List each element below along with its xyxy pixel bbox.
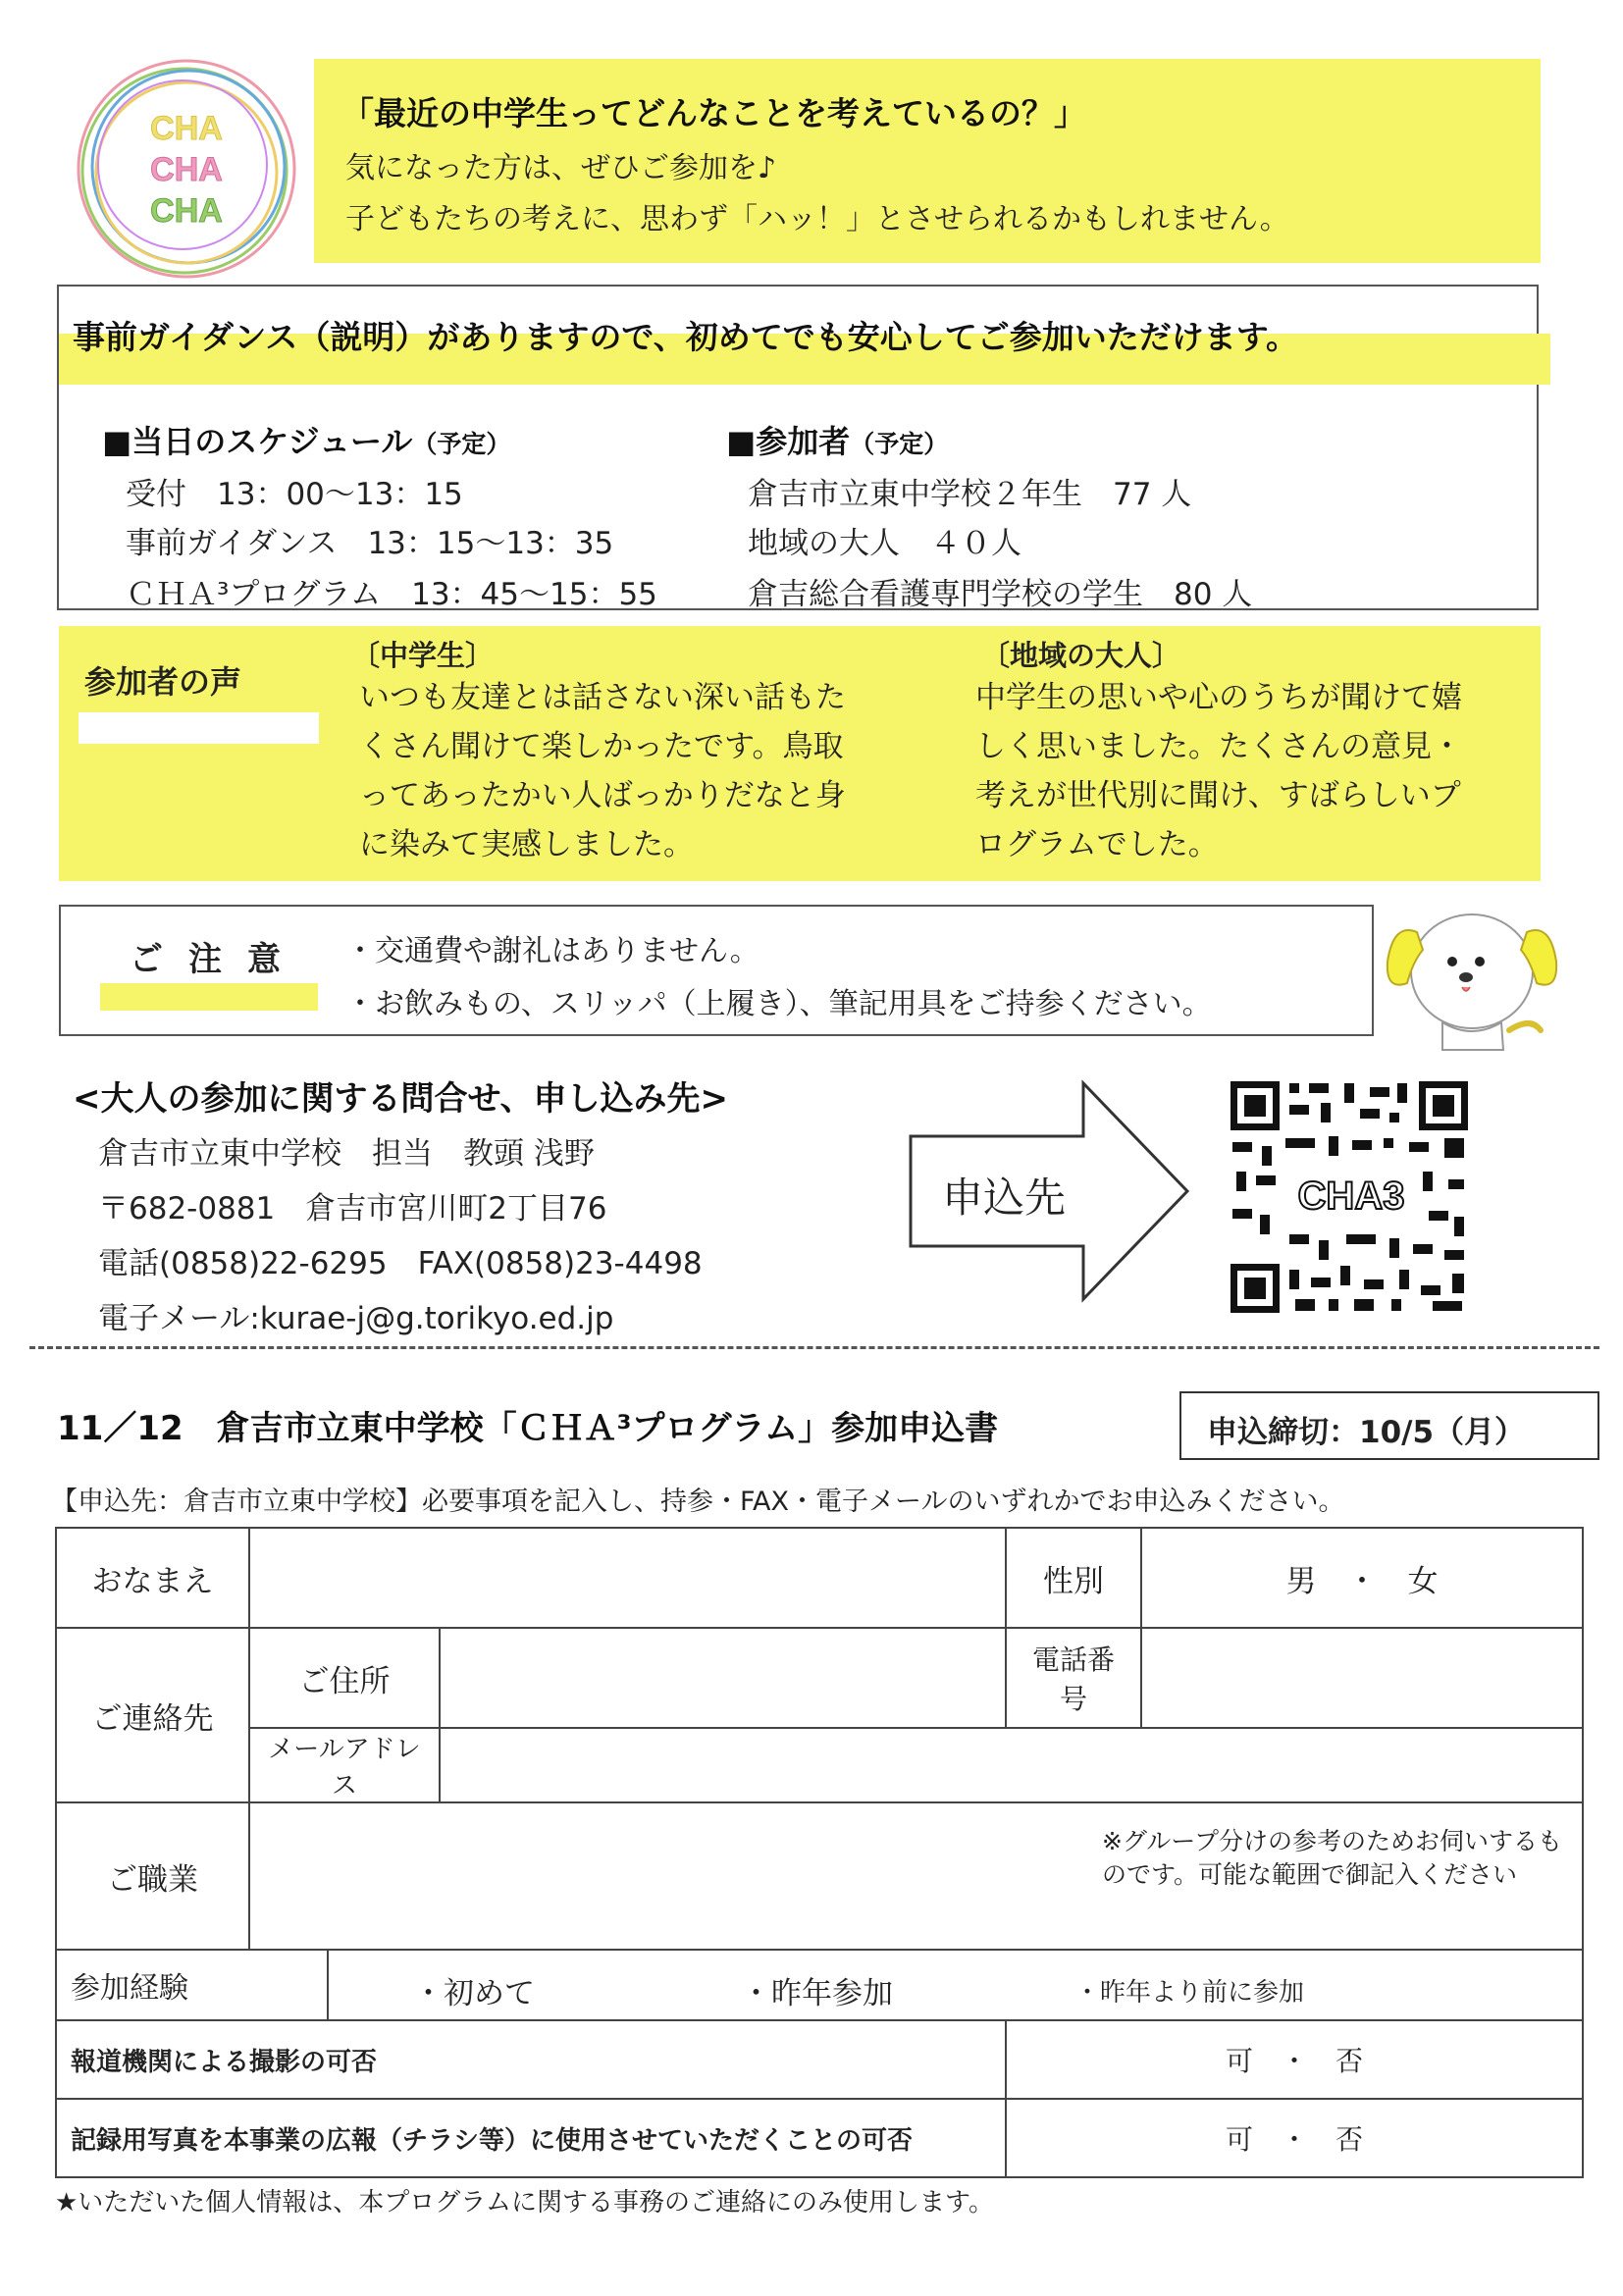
form-instructions: 【申込先：倉吉市立東中学校】必要事項を記入し、持参・FAX・電子メールのいずれかでお申込みください。 xyxy=(51,1487,1345,1517)
intro-line-2: 子どもたちの考えに、思わず「ハッ！」とさせられるかもしれません。 xyxy=(345,202,1289,236)
adult-voice-heading: 〔地域の大人〕 xyxy=(981,639,1181,672)
participants-heading xyxy=(726,417,948,462)
name-label: おなまえ xyxy=(56,1528,249,1628)
adult-voice-text: 中学生の思いや心のうちが聞けて嬉 しく思いました。たくさんの意見・ 考えが世代別に聞け、すばらしいプ ログラムでした。 xyxy=(975,680,1462,862)
exp-option-first[interactable]: ・初めて xyxy=(413,1976,535,2011)
voices-title-underline xyxy=(79,712,319,744)
student-voice-text: いつも友達とは話さない深い話もた くさん聞けて楽しかったです。鳥取 ってあったかい人ばっかりだなと身 に染みて実感しました。 xyxy=(359,680,846,862)
logo-letters-2: CHA xyxy=(150,151,223,188)
contact-phone-fax: 電話(0858)22-6295 FAX(0858)23-4498 xyxy=(98,1246,703,1281)
participants-heading-text: ■参加者 xyxy=(726,423,851,460)
cut-line-divider xyxy=(29,1346,1599,1349)
intro-title: 「最近の中学生ってどんなことを考えているの？」 xyxy=(341,94,1086,132)
logo-letters-1: CHA xyxy=(150,110,223,147)
gender-options[interactable]: 男 ・ 女 xyxy=(1141,1528,1583,1628)
student-voice-heading: 〔中学生〕 xyxy=(351,639,495,672)
photo-label: 記録用写真を本事業の広報（チラシ等）に使用させていただくことの可否 xyxy=(56,2099,1006,2177)
exp-option-last-year[interactable]: ・昨年参加 xyxy=(741,1976,893,2011)
contact-email[interactable]: 電子メール:kurae-j@g.torikyo.ed.jp xyxy=(98,1301,614,1336)
caution-line-1: ・交通費や謝礼はありません。 xyxy=(345,934,759,968)
voices-title: 参加者の声 xyxy=(84,663,242,701)
experience-label: 参加経験 xyxy=(56,1950,328,2020)
press-options[interactable]: 可 ・ 否 xyxy=(1006,2020,1583,2099)
photo-options[interactable]: 可 ・ 否 xyxy=(1006,2099,1583,2177)
exp-option-before[interactable]: ・昨年より前に参加 xyxy=(1074,1978,1305,2008)
occupation-field[interactable] xyxy=(249,1802,1583,1950)
address-field[interactable] xyxy=(440,1628,1006,1728)
press-label: 報道機関による撮影の可否 xyxy=(56,2020,1006,2099)
email-row xyxy=(56,1728,1583,1802)
photo-row xyxy=(56,2099,1583,2177)
contact-school: 倉吉市立東中学校 担当 教頭 浅野 xyxy=(98,1136,595,1172)
phone-field[interactable] xyxy=(1141,1628,1583,1728)
qr-code[interactable] xyxy=(1227,1077,1472,1317)
logo-letters-3: CHA xyxy=(150,192,223,230)
qr-label: CHA3 xyxy=(1297,1174,1405,1218)
caution-line-2: ・お飲みもの、スリッパ（上履き）、筆記用具をご持参ください。 xyxy=(345,987,1212,1021)
schedule-heading-text: ■当日のスケジュール xyxy=(102,423,413,460)
address-row xyxy=(56,1628,1583,1728)
caution-highlight xyxy=(100,983,318,1011)
occupation-note: ※グループ分けの参考のためお伺いするも のです。可能な範囲で御記入ください xyxy=(1102,1827,1562,1889)
guidance-title: 事前ガイダンス（説明）がありますので、初めてでも安心してご参加いただけます。 xyxy=(73,318,1299,356)
schedule-item: ＣＨＡ³プログラム 13：45～15：55 xyxy=(126,577,657,612)
phone-label: 電話番号 xyxy=(1006,1628,1141,1728)
form-title: 11／12 倉吉市立東中学校「ＣＨＡ³プログラム」参加申込書 xyxy=(57,1409,999,1448)
deadline-text: 申込締切：10/5（月） xyxy=(1207,1415,1526,1450)
contact-info-label: ご連絡先 xyxy=(56,1628,249,1802)
arrow-label: 申込先 xyxy=(942,1174,1067,1222)
participant-item: 倉吉市立東中学校２年生 77 人 xyxy=(748,477,1192,512)
schedule-tag: （予定） xyxy=(412,430,511,458)
privacy-note: ★いただいた個人情報は、本プログラムに関する事務のご連絡にのみ使用します。 xyxy=(55,2188,994,2218)
experience-options xyxy=(328,1950,1583,2020)
schedule-item: 事前ガイダンス 13：15～13：35 xyxy=(126,526,614,561)
name-field[interactable] xyxy=(249,1528,1006,1628)
caution-title: ご注意 xyxy=(130,940,306,979)
email-field[interactable] xyxy=(440,1728,1583,1802)
experience-row xyxy=(56,1950,1583,2020)
press-row xyxy=(56,2020,1583,2099)
schedule-item: 受付 13：00～13：15 xyxy=(126,477,463,512)
intro-line-1: 気になった方は、ぜひご参加を♪ xyxy=(345,151,777,185)
contact-heading: <大人の参加に関する問合せ、申し込み先> xyxy=(73,1079,728,1119)
occupation-label: ご職業 xyxy=(56,1802,249,1950)
dog-mascot-illustration xyxy=(1374,893,1570,1060)
participant-item: 倉吉総合看護専門学校の学生 80 人 xyxy=(748,577,1253,612)
email-label: メールアドレス xyxy=(249,1728,440,1802)
participants-tag: （予定） xyxy=(850,430,949,458)
schedule-heading xyxy=(102,417,510,462)
gender-label: 性別 xyxy=(1006,1528,1141,1628)
participant-item: 地域の大人 ４０人 xyxy=(748,526,1021,561)
occupation-row xyxy=(56,1802,1583,1950)
application-form xyxy=(55,1527,1582,2165)
address-label: ご住所 xyxy=(249,1628,440,1728)
form-table xyxy=(55,1527,1584,2178)
contact-address: 〒682-0881 倉吉市宮川町2丁目76 xyxy=(98,1191,607,1226)
name-row xyxy=(56,1528,1583,1628)
cha-cha-cha-logo xyxy=(69,51,304,287)
